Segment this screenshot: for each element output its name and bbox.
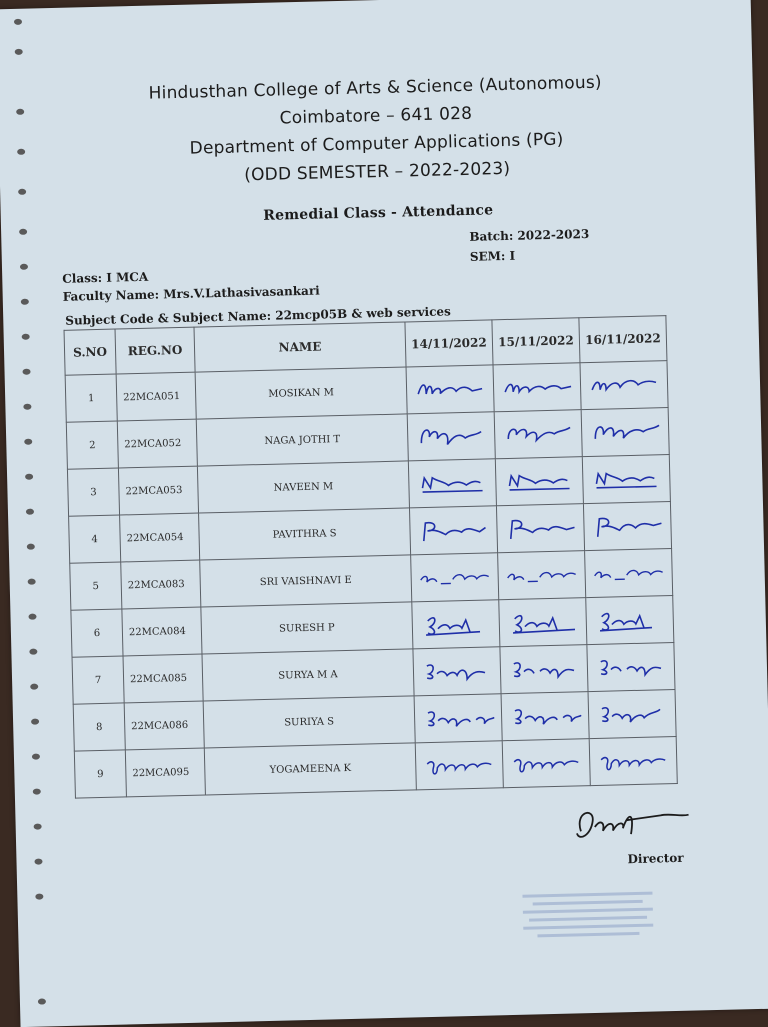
row-name: SRI VAISHNAVI E (259, 574, 352, 588)
signature-icon (416, 562, 493, 592)
signature-icon (588, 464, 665, 494)
col-date-1: 14/11/2022 (405, 320, 493, 367)
row-name: PAVITHRA S (272, 527, 337, 541)
signature-icon (499, 372, 576, 402)
row-sno: 3 (67, 468, 119, 516)
binder-holes (14, 19, 52, 1019)
row-sno: 8 (73, 703, 125, 751)
row-regno: 22MCA085 (129, 672, 188, 685)
col-regno: REG.NO (115, 327, 195, 374)
row-sno: 6 (71, 609, 123, 657)
semester-label: (ODD SEMESTER – 2022-2023) (244, 158, 511, 186)
class-label: Class: I MCA (62, 269, 149, 286)
signature-icon (587, 417, 664, 447)
row-sno: 4 (69, 515, 121, 563)
signature-icon (412, 374, 489, 404)
signature-icon (593, 652, 670, 682)
col-date-3: 16/11/2022 (579, 316, 667, 363)
row-regno: 22MCA083 (127, 578, 185, 591)
document-title: Remedial Class - Attendance (263, 202, 494, 224)
signature-icon (507, 701, 584, 731)
signature-icon (589, 511, 666, 541)
signature-icon (591, 605, 668, 635)
row-sno: 1 (65, 374, 117, 422)
signature-icon (502, 513, 579, 543)
signature-icon (595, 746, 672, 776)
row-name: MOSIKAN M (268, 386, 335, 400)
row-name: SURESH P (278, 621, 335, 635)
row-regno: 22MCA086 (131, 719, 189, 732)
college-city: Coimbatore – 641 028 (279, 103, 473, 129)
row-regno: 22MCA054 (126, 531, 184, 544)
signature-icon (421, 750, 498, 780)
signature-icon (500, 419, 577, 449)
sem-label: SEM: I (469, 248, 516, 264)
signature-icon (594, 699, 671, 729)
signature-icon (586, 370, 663, 400)
signature-icon (413, 421, 490, 451)
row-regno: 22MCA051 (123, 390, 181, 403)
row-regno: 22MCA052 (124, 437, 182, 450)
director-signature-icon (570, 799, 691, 852)
row-sno: 9 (74, 750, 126, 798)
signature-icon (420, 703, 497, 733)
row-sno: 7 (72, 656, 124, 704)
director-label: Director (627, 850, 684, 867)
college-name: Hindusthan College of Arts & Science (Autonomous) (148, 72, 602, 104)
signature-icon (415, 515, 492, 545)
faculty-label: Faculty Name: Mrs.V.Lathasivasankari (62, 283, 320, 304)
subject-label: Subject Code & Subject Name: 22mcp05B & web services (65, 304, 451, 328)
department-name: Department of Computer Applications (PG) (189, 129, 564, 159)
row-regno: 22MCA095 (132, 766, 190, 779)
signature-icon (419, 656, 496, 686)
signature-icon (501, 466, 578, 496)
row-name: SURYA M A (278, 668, 338, 682)
attendance-table (64, 315, 678, 799)
signature-icon (590, 558, 667, 588)
signature-icon (508, 748, 585, 778)
row-regno: 22MCA053 (125, 484, 183, 497)
row-sno: 5 (70, 562, 122, 610)
col-name: NAME (194, 322, 406, 372)
college-stamp-icon (512, 883, 663, 947)
signature-icon (503, 560, 580, 590)
batch-label: Batch: 2022-2023 (469, 226, 590, 244)
row-name: NAGA JOTHI T (264, 433, 341, 447)
row-regno: 22MCA084 (128, 625, 186, 638)
row-name: NAVEEN M (273, 480, 334, 494)
row-name: YOGAMEENA K (269, 762, 352, 776)
signature-icon (506, 654, 583, 684)
signature-icon (504, 607, 581, 637)
col-sno: S.NO (64, 329, 116, 375)
signature-icon (418, 609, 495, 639)
row-name: SURIYA S (284, 715, 335, 729)
row-sno: 2 (66, 421, 118, 469)
col-date-2: 15/11/2022 (492, 318, 580, 365)
signature-icon (414, 468, 491, 498)
